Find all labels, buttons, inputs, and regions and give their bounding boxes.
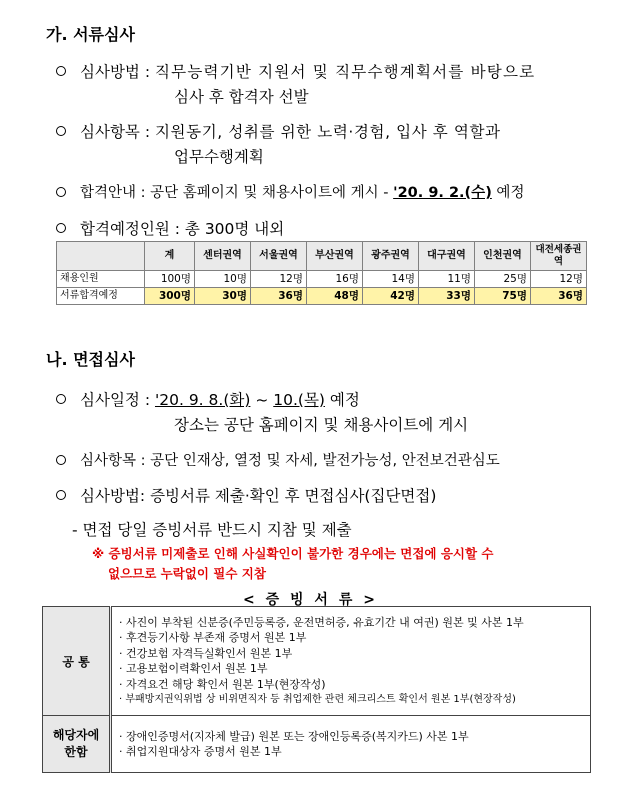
- docs-applicable-label-line2: 한함: [64, 745, 88, 759]
- bullet-circle-icon: [56, 66, 66, 76]
- docs-title: < 증 빙 서 류 >: [243, 592, 378, 608]
- interview-schedule: 심사일정 : '20. 9. 8.(화) ~ 10.(목) 예정: [80, 391, 360, 409]
- planned-count: 합격예정인원 : 총 300명 내외: [80, 220, 285, 238]
- pass-notice: 합격안내 : 공단 홈페이지 및 채용사이트에 게시 - '20. 9. 2.(수) 예정: [80, 185, 525, 201]
- interview-items: 심사항목 : 공단 인재상, 열정 및 자세, 발전가능성, 안전보건관심도: [80, 453, 500, 469]
- table-cell: 12명: [251, 271, 307, 288]
- table-cell: 100명: [145, 271, 195, 288]
- table-header-cell: 서울권역: [251, 242, 307, 271]
- table-header-cell: 대전세종권역: [531, 242, 587, 271]
- table-cell: 300명: [145, 288, 195, 305]
- pass-notice-suffix: 예정: [491, 185, 525, 201]
- screening-method-text: 직무능력기반 지원서 및 직무수행계획서를 바탕으로: [154, 63, 536, 81]
- list-item: · 사진이 부착된 신분증(주민등록증, 운전면허증, 유효기간 내 여권) 원본 및 사본 1부: [119, 615, 583, 631]
- section-b-title: 나. 면접심사: [46, 350, 135, 369]
- table-row: [43, 716, 591, 773]
- interview-items-label: 심사항목: [80, 453, 137, 469]
- table-cell: 75명: [475, 288, 531, 305]
- screening-items-text: 지원동기, 성취를 위한 노력·경험, 입사 후 역할과: [154, 123, 501, 141]
- table-row: [57, 271, 587, 288]
- bullet-circle-icon: [56, 187, 66, 197]
- docs-applicable-list: [113, 725, 589, 764]
- bullet-circle-icon: [56, 223, 66, 233]
- docs-applicable-cell: [111, 716, 591, 773]
- docs-applicable-label-line1: 해당자에: [52, 728, 100, 742]
- docs-applicable-label: [43, 716, 111, 773]
- table-cell: 36명: [531, 288, 587, 305]
- table-header-cell: 광주권역: [363, 242, 419, 271]
- table-header-cell: 부산권역: [307, 242, 363, 271]
- screening-method-label: 심사방법: [80, 63, 140, 81]
- list-item: · 장애인증명서(지자체 발급) 원본 또는 장애인등록증(복지카드) 사본 1부: [119, 729, 583, 745]
- warning-line2: 없으므로 누락없이 필수 지참: [108, 566, 266, 581]
- pass-notice-date: '20. 9. 2.(수): [393, 185, 492, 201]
- table-cell: 25명: [475, 271, 531, 288]
- table-header-cell: 계: [145, 242, 195, 271]
- list-item: · 부패방지권익위법 상 비위면직자 등 취업제한 관련 체크리스트 확인서 원본 1부(현장작성): [119, 692, 583, 708]
- table-cell: 12명: [531, 271, 587, 288]
- interview-location: 장소는 공단 홈페이지 및 채용사이트에 게시: [174, 416, 469, 434]
- interview-method-text: 증빙서류 제출·확인 후 면접심사(집단면접): [150, 487, 437, 505]
- interview-method: 심사방법: 증빙서류 제출·확인 후 면접심사(집단면접): [80, 487, 437, 505]
- table-header-cell: [57, 242, 145, 271]
- bullet-circle-icon: [56, 126, 66, 136]
- section-a-title: 가. 서류심사: [46, 25, 135, 44]
- warning-line1: ※ 증빙서류 미제출로 인해 사실확인이 불가한 경우에는 면접에 응시할 수: [92, 546, 494, 561]
- bullet-circle-icon: [56, 394, 66, 404]
- interview-date-separator: ~: [250, 391, 274, 409]
- screening-items: 심사항목 : 지원동기, 성취를 위한 노력·경험, 입사 후 역할과: [80, 123, 501, 141]
- bullet-circle-icon: [56, 490, 66, 500]
- list-item: · 후견등기사항 부존재 증명서 원본 1부: [119, 630, 583, 646]
- table-header-row: [57, 242, 587, 271]
- interview-date-start: '20. 9. 8.(화): [154, 391, 251, 409]
- docs-common-label: 공 통: [43, 607, 111, 716]
- table-cell: 33명: [419, 288, 475, 305]
- screening-items-label: 심사항목: [80, 123, 140, 141]
- table-header-cell: 인천권역: [475, 242, 531, 271]
- table-header-cell: 센터권역: [195, 242, 251, 271]
- table-cell: 14명: [363, 271, 419, 288]
- bullet-circle-icon: [56, 455, 66, 465]
- docs-common-list: [113, 611, 589, 712]
- interview-schedule-label: 심사일정: [80, 391, 140, 409]
- table-cell: 30명: [195, 288, 251, 305]
- interview-date-end: 10.(목): [273, 391, 325, 409]
- docs-table: [42, 606, 591, 773]
- planned-count-label: 합격예정인원: [80, 220, 170, 238]
- pass-notice-label: 합격안내: [80, 185, 137, 201]
- table-cell: 36명: [251, 288, 307, 305]
- pass-notice-text: 공단 홈페이지 및 채용사이트에 게시 -: [150, 185, 394, 201]
- list-item: · 고용보험이력확인서 원본 1부: [119, 661, 583, 677]
- list-item: · 자격요건 해당 확인서 원본 1부(현장작성): [119, 677, 583, 693]
- list-item: · 건강보험 자격득실확인서 원본 1부: [119, 646, 583, 662]
- table-header-cell: 대구권역: [419, 242, 475, 271]
- list-item: · 취업지원대상자 증명서 원본 1부: [119, 744, 583, 760]
- dash-note: - 면접 당일 증빙서류 반드시 지참 및 제출: [72, 521, 352, 539]
- screening-items-line2: 업무수행계획: [174, 148, 264, 166]
- table-cell: 10명: [195, 271, 251, 288]
- table-cell: 48명: [307, 288, 363, 305]
- table-cell: 42명: [363, 288, 419, 305]
- table-row-label: 채용인원: [57, 271, 145, 288]
- table-row: [57, 288, 587, 305]
- table-row-label: 서류합격예정: [57, 288, 145, 305]
- docs-common-cell: [111, 607, 591, 716]
- interview-items-text: 공단 인재상, 열정 및 자세, 발전가능성, 안전보건관심도: [150, 453, 500, 469]
- hiring-table: [56, 241, 587, 305]
- table-cell: 16명: [307, 271, 363, 288]
- screening-method: 심사방법 : 직무능력기반 지원서 및 직무수행계획서를 바탕으로: [80, 63, 536, 81]
- planned-count-value: 총 300명 내외: [184, 220, 285, 238]
- screening-method-line2: 심사 후 합격자 선발: [174, 88, 309, 106]
- interview-schedule-suffix: 예정: [324, 391, 360, 409]
- table-row: [43, 607, 591, 716]
- table-cell: 11명: [419, 271, 475, 288]
- interview-method-label: 심사방법: [80, 487, 140, 505]
